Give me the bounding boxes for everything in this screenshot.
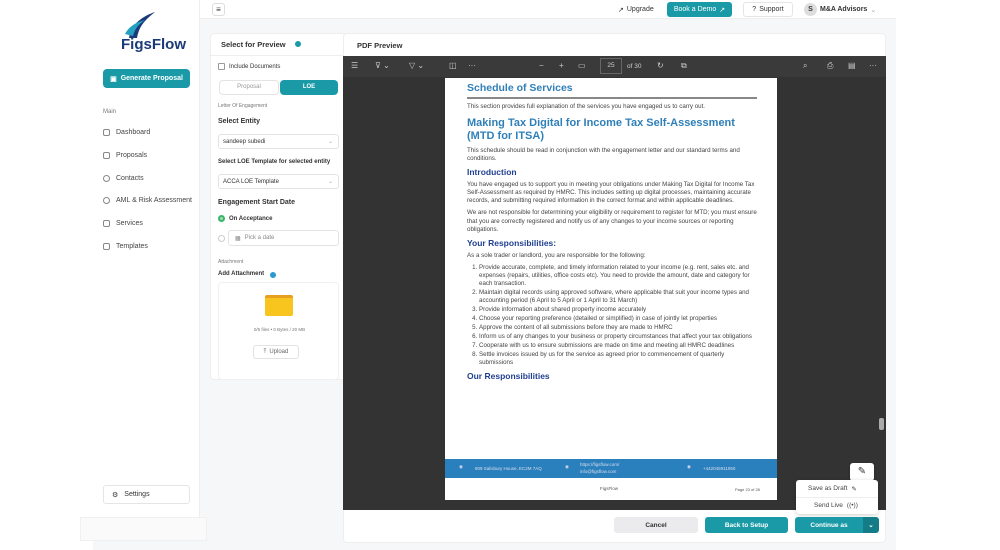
gear-icon: ⚙: [112, 491, 119, 499]
continue-dropdown-menu: [796, 480, 878, 514]
file-count: 0/5 files • 0 Bytes / 20 MB: [253, 327, 306, 332]
divider: [796, 497, 878, 498]
section-label: Letter Of Engagement: [218, 103, 268, 109]
list-item: 8. Settle invoices issued by us for the service as agreed prior to commencement of quarterly submissions: [479, 351, 757, 367]
doc-heading: Our Responsibilities: [467, 371, 550, 382]
preview-settings-panel: [210, 33, 347, 380]
add-attachment-label: Add Attachment: [218, 271, 265, 277]
sidebar-item-contacts[interactable]: Contacts: [103, 175, 144, 182]
search-icon[interactable]: ⌕: [803, 61, 808, 70]
broadcast-icon: ((•)): [846, 502, 858, 509]
list-item: 5. Approve the content of all submissions before they are made to HMRC: [479, 324, 757, 332]
upload-button[interactable]: ⤒ Upload: [253, 345, 299, 359]
tab-loe[interactable]: LOE: [280, 80, 338, 95]
location-icon: ◉: [459, 464, 463, 469]
upload-dropzone[interactable]: [218, 282, 339, 380]
generate-proposal-button[interactable]: ▣ Generate Proposal: [103, 69, 190, 88]
sidebar-view-icon[interactable]: ◫: [449, 61, 457, 70]
proposal-icon: [103, 152, 110, 159]
calendar-icon: ▦: [235, 235, 241, 242]
list-item: 4. Choose your reporting preference (detailed or simplified) in case of jointly let properties: [479, 315, 757, 323]
list-item: 6. Inform us of any changes to your business or property circumstances that affect your tax obligations: [479, 333, 757, 341]
section-label: Attachment: [218, 259, 244, 265]
sidebar-item-services[interactable]: Services: [103, 220, 143, 227]
responsibility-list: [467, 264, 757, 368]
fit-page-icon[interactable]: ▭: [578, 61, 586, 70]
chevron-down-icon[interactable]: ⌄: [863, 517, 879, 533]
upload-icon: ⤒: [263, 348, 267, 355]
template-label: Select LOE Template for selected entity: [218, 159, 331, 165]
doc-paragraph: As a sole trader or landlord, you are responsible for the following:: [467, 251, 646, 259]
upgrade-link[interactable]: ↗ Upgrade: [618, 6, 654, 14]
send-live-option[interactable]: Send Live ((•)): [814, 502, 858, 509]
nav-section-label: Main: [103, 109, 117, 115]
doc-heading: Your Responsibilities:: [467, 237, 557, 248]
draw-icon[interactable]: ▽ ⌄: [409, 61, 425, 70]
list-item: 1. Provide accurate, complete, and timely information related to your income (e.g. rent, sales etc. and expenses (repairs, utilities, office costs etc). You need to provide the amount, date and category for each transaction.: [479, 264, 757, 288]
include-documents-checkbox[interactable]: Include Documents: [218, 63, 280, 70]
print-icon[interactable]: ⎙: [827, 61, 834, 70]
doc-paragraph: This section provides full explanation of the services you have engaged us to carry out.: [467, 102, 706, 110]
menu-toggle-icon[interactable]: ≡: [212, 3, 225, 16]
avatar: S: [804, 3, 817, 16]
top-bar: [200, 0, 896, 19]
continue-as-button[interactable]: Continue as: [795, 517, 863, 533]
doc-footer-band: ◉ 809 Salisbury House, EC2M 7AQ ◉ https://figsflow.com/ info@figsflow.com ◉ +442045911950: [445, 459, 777, 478]
page-count: of 30: [627, 63, 642, 70]
list-item: 2. Maintain digital records using approved software, where applicable that suit your income types and accounting period (6 April to 5 April or 1 April to 31 March): [479, 289, 757, 305]
zoom-out-icon[interactable]: −: [539, 61, 544, 70]
entity-select[interactable]: sandeep subedi ⌄: [218, 134, 339, 149]
more-icon[interactable]: ···: [468, 61, 476, 70]
list-item: 3. Provide information about shared property income accurately: [479, 306, 757, 314]
doc-heading: Making Tax Digital for Income Tax Self-Assessment (MTD for ITSA): [467, 116, 735, 142]
rotate-icon[interactable]: ↻: [657, 61, 664, 70]
sidebar: [93, 0, 200, 518]
info-icon: [295, 41, 301, 47]
zoom-in-icon[interactable]: +: [559, 61, 564, 70]
footer-page-number: Page 23 of 28: [735, 487, 760, 492]
entity-label: Select Entity: [218, 118, 261, 125]
sidebar-item-templates[interactable]: Templates: [103, 243, 148, 250]
info-icon: [270, 272, 276, 278]
on-acceptance-radio[interactable]: On Acceptance: [218, 215, 272, 222]
pdf-toolbar: [343, 56, 886, 77]
shield-icon: [103, 197, 110, 204]
templates-icon: [103, 243, 110, 250]
pdf-page: [445, 78, 777, 500]
pick-date-radio[interactable]: [218, 235, 225, 242]
contacts-icon: [103, 175, 110, 182]
doc-heading: Schedule of Services: [467, 82, 757, 99]
doc-paragraph: You have engaged us to support you in meeting your obligations under Making Tax Digital for Income Tax Self-Assessment as required by HMRC. This includes setting up digital processes, maintaining accurate records, and submitting required information in the correct format and within applicable deadlines.: [467, 181, 755, 205]
radio-selected-icon: [218, 215, 225, 222]
pencil-icon: ✎: [851, 486, 857, 493]
scrollbar-thumb[interactable]: [879, 418, 884, 430]
support-button[interactable]: ? Support: [743, 2, 793, 17]
chevron-down-icon: ⌄: [327, 139, 333, 145]
doc-heading: Introduction: [467, 167, 517, 178]
phone-icon: ◉: [687, 464, 691, 469]
external-link-icon: ↗: [719, 6, 726, 14]
dashboard-icon: [103, 129, 110, 136]
footer-strip: [80, 517, 207, 541]
sidebar-item-dashboard[interactable]: Dashboard: [103, 129, 150, 136]
settings-button[interactable]: ⚙ Settings: [103, 485, 190, 504]
figsflow-logo[interactable]: FigsFlow: [115, 12, 185, 56]
account-menu[interactable]: S M&A Advisors ⌄: [804, 2, 876, 17]
cancel-button[interactable]: Cancel: [614, 517, 698, 533]
services-icon: [103, 220, 110, 227]
save-as-draft-option[interactable]: Save as Draft ✎: [808, 485, 857, 493]
arrow-icon: ↗: [618, 6, 624, 14]
doc-paragraph: We are not responsible for determining your eligibility or requirement to register for MTD; you must ensure that you are correctly registered and notify us of any changes to your income sources or reporting obligations.: [467, 209, 757, 233]
footer-brand: FigsFlow: [600, 486, 619, 491]
sidebar-item-aml[interactable]: AML & Risk Assessment: [103, 197, 192, 204]
list-item: 7. Cooperate with us to ensure submissions are made on time and meeting all HMRC deadlines: [479, 342, 757, 350]
book-demo-button[interactable]: Book a Demo ↗: [667, 2, 732, 17]
start-date-label: Engagement Start Date: [218, 199, 296, 206]
divider: [211, 55, 348, 56]
page-number-input[interactable]: 25: [600, 58, 622, 74]
pdf-viewer: [343, 56, 886, 510]
chevron-down-icon: ⌄: [327, 179, 333, 185]
page-layout-icon[interactable]: ⧉: [681, 61, 687, 70]
outline-icon[interactable]: ☰: [351, 61, 359, 70]
edit-icon[interactable]: ✎: [850, 463, 874, 481]
panel-title: Select for Preview: [221, 40, 286, 49]
globe-icon: ◉: [565, 464, 569, 469]
folder-icon: [265, 295, 293, 316]
help-icon: ?: [752, 6, 757, 13]
back-to-setup-button[interactable]: Back to Setup: [705, 517, 788, 533]
document-icon: ▣: [110, 75, 117, 83]
sidebar-item-proposals[interactable]: Proposals: [103, 152, 147, 159]
checkbox-icon: [218, 63, 225, 70]
panel-title: PDF Preview: [357, 41, 403, 50]
chevron-down-icon: ⌄: [870, 6, 877, 14]
tab-proposal[interactable]: Proposal: [219, 80, 279, 95]
template-select[interactable]: ACCA LOE Template ⌄: [218, 174, 339, 189]
more-icon[interactable]: ···: [869, 61, 877, 70]
date-picker-input[interactable]: ▦ Pick a date: [228, 230, 339, 246]
doc-paragraph: This schedule should be read in conjunction with the engagement letter and our standard terms and conditions.: [467, 147, 740, 163]
save-icon[interactable]: ▤: [848, 61, 856, 70]
highlight-icon[interactable]: ⊽ ⌄: [375, 61, 390, 70]
